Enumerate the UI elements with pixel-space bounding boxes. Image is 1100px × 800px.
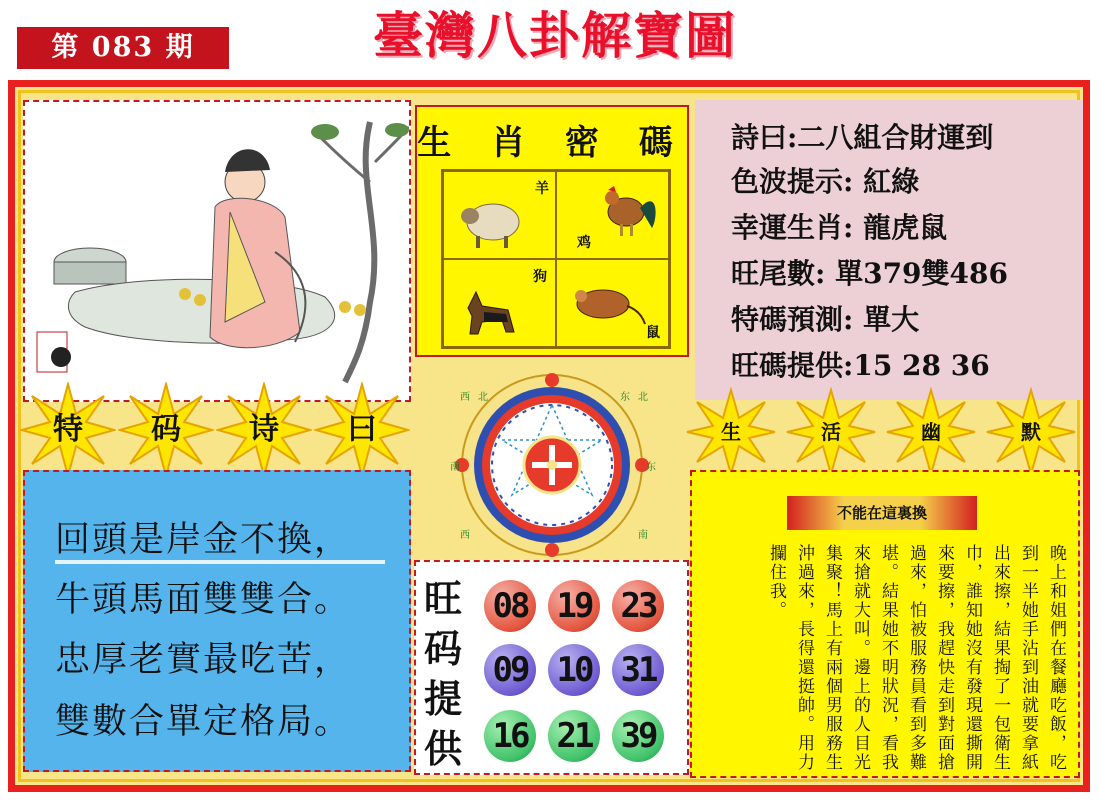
zodiac-cell-sheep — [443, 171, 556, 259]
bagua-compass — [440, 370, 665, 560]
joke-header: 不能在這裏換 — [787, 496, 977, 530]
zodiac-label: 鸡 — [577, 235, 591, 251]
number-ball: 10 — [548, 644, 600, 696]
info-poem-line: 詩曰:二八組合財運到 — [731, 121, 994, 154]
number-ball: 19 — [548, 580, 600, 632]
star-badge — [314, 382, 410, 478]
joke-text: 晚上和姐們在餐廳吃飯，吃到一半她手沾到油就要拿紙出來擦，結果掏了一包衛生巾，誰知她沒有發現還撕開來要擦，我趕快走到對面搶過來，怕被服務員看到多難堪。結果她不明狀況，看我來搶就大叫。邊上的人目光集聚！馬上有兩個男服務生沖過來，長得還挺帥。用力攔住我。 — [766, 544, 1066, 772]
star-text: 生 — [721, 420, 741, 444]
number-ball: 31 — [612, 644, 664, 696]
poem-underline — [55, 560, 385, 564]
star-badge — [683, 384, 779, 480]
scene-illustration — [23, 100, 411, 402]
info-lucky-numbers: 旺碼提供:15 28 36 — [731, 349, 990, 382]
compass-label: 北 — [638, 392, 648, 403]
number-ball: 23 — [612, 580, 664, 632]
number-ball: 39 — [612, 710, 664, 762]
compass-label: 西 — [460, 530, 470, 541]
joke-box — [690, 470, 1080, 778]
star-text: 活 — [821, 420, 841, 444]
issue-number: 第 083 期 — [17, 27, 229, 69]
dog-icon — [458, 288, 528, 343]
zodiac-grid — [441, 169, 671, 349]
info-color-hint: 色波提示: 紅綠 — [731, 165, 920, 198]
compass-label: 东 — [620, 392, 630, 403]
lucky-numbers-box — [414, 560, 689, 775]
star-text: 默 — [1021, 420, 1041, 444]
poem-line: 雙數合單定格局。 — [55, 702, 352, 742]
star-badge — [783, 384, 879, 480]
compass-label: 西 — [460, 392, 470, 403]
number-ball: 09 — [484, 644, 536, 696]
rooster-icon — [592, 178, 662, 238]
star-badge — [883, 384, 979, 480]
info-tail-numbers: 旺尾數: 單379雙486 — [731, 257, 1008, 290]
star-text: 幽 — [921, 420, 941, 444]
zodiac-code-box — [415, 105, 689, 357]
compass-label: 南 — [450, 462, 460, 473]
lucky-numbers-label: 旺码提供 — [423, 576, 462, 771]
star-badge — [983, 384, 1079, 480]
zodiac-label: 鼠 — [646, 325, 660, 341]
info-box — [695, 100, 1083, 400]
poem-box — [23, 470, 411, 772]
zodiac-label: 狗 — [533, 269, 547, 285]
info-special-prediction: 特碼預測: 單大 — [731, 303, 920, 336]
star-badge — [216, 382, 312, 478]
compass-label: 南 — [638, 530, 648, 541]
number-ball: 16 — [484, 710, 536, 762]
star-badge — [118, 382, 214, 478]
poem-line: 回頭是岸金不換， — [55, 520, 352, 560]
star-text: 码 — [151, 412, 181, 447]
page-title: 臺灣八卦解寶圖 — [373, 6, 737, 65]
info-lucky-zodiac: 幸運生肖: 龍虎鼠 — [731, 211, 948, 244]
star-badge — [20, 382, 116, 478]
star-text: 诗 — [249, 412, 279, 447]
poem-line: 忠厚老實最吃苦， — [55, 640, 352, 680]
zodiac-cell-rat — [556, 259, 669, 347]
star-text: 特 — [53, 412, 83, 447]
zodiac-box-title: 生 肖 密 碼 — [417, 123, 687, 163]
compass-icon — [440, 370, 665, 560]
rat-icon — [567, 278, 647, 328]
zodiac-label: 羊 — [535, 181, 549, 197]
number-ball: 21 — [548, 710, 600, 762]
number-ball: 08 — [484, 580, 536, 632]
zodiac-cell-dog — [443, 259, 556, 347]
zodiac-cell-rooster — [556, 171, 669, 259]
star-text: 曰 — [347, 412, 377, 447]
woman-scene-image — [25, 102, 409, 400]
poem-line: 牛頭馬面雙雙合。 — [55, 580, 352, 620]
compass-label: 北 — [478, 392, 488, 403]
compass-label: 东 — [646, 462, 656, 473]
sheep-icon — [458, 194, 528, 249]
